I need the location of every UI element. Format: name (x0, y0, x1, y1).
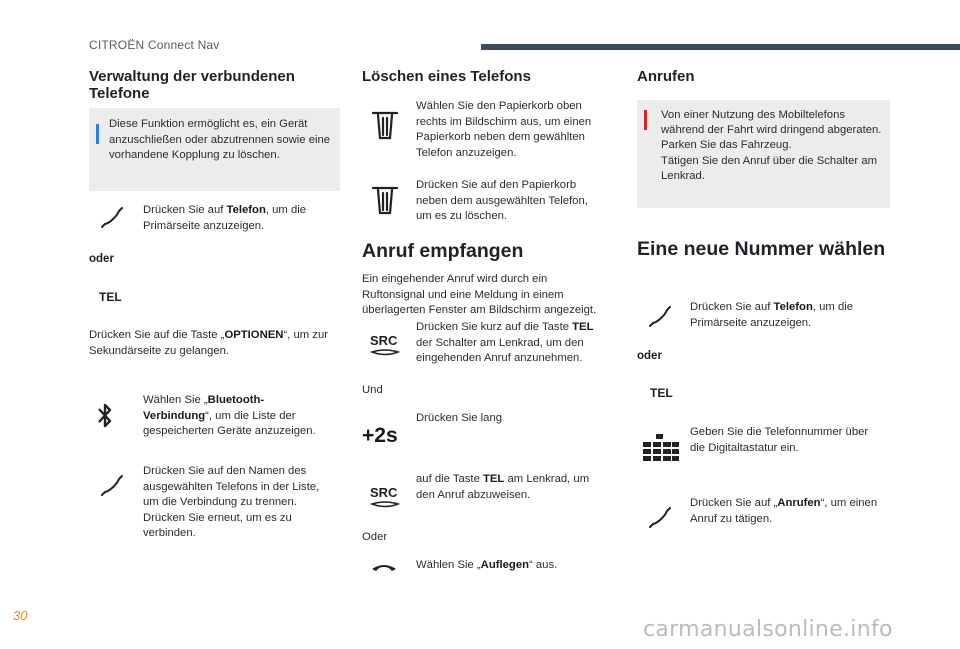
oder-label: oder (89, 253, 114, 265)
col3-step2: Geben Sie die Telefonnummer über die Digitaltastatur ein. (690, 426, 869, 454)
col2-step1: Wählen Sie den Papierkorb oben rechts im Bildschirm aus, um einen Papierkorb neben dem gewählten Telefon anzuzeigen. (416, 100, 592, 159)
section-title-loeschen: Löschen eines Telefons (362, 68, 531, 85)
col1-step3: Drücken Sie auf den Namen des ausgewählten Telefons in der Liste, um die Verbindung zu trennen. Drücken Sie erneut, um es zu verbinden. (143, 465, 320, 539)
phone-handset-icon-3 (647, 304, 673, 330)
section-title-anrufen: Anrufen (637, 68, 695, 85)
col2-step6: Wählen Sie „Auflegen“ aus. (416, 559, 558, 571)
phone-handset-icon-2 (99, 473, 125, 499)
page-number: 30 (13, 608, 28, 623)
oder-label-3: oder (637, 350, 662, 362)
watermark: carmanualsonline.info (643, 617, 893, 642)
und-label: Und (362, 384, 383, 396)
oder-label-2: Oder (362, 531, 388, 543)
section-title-verwaltung: Verwaltung der verbundenen Telefone (89, 68, 295, 102)
warning-marker-icon (644, 110, 647, 130)
trash-icon (371, 110, 399, 142)
phone-handset-icon (99, 205, 125, 231)
col1-step1: Drücken Sie auf Telefon, um die Primärseite anzuzeigen. (143, 204, 307, 232)
steering-switch-icon-2 (370, 500, 400, 510)
keypad-icon (642, 433, 680, 463)
bluetooth-icon (96, 400, 114, 432)
warning-note-text: Von einer Nutzung des Mobiltelefons während der Fahrt wird dringend abgeraten. Parken Sie das Fahrzeug. Tätigen Sie den Anruf über die Schalter am Lenkrad. (661, 109, 882, 182)
section-title-anruf-empfangen: Anruf empfangen (362, 240, 524, 262)
header-bar (481, 44, 960, 50)
plus-2s-icon: +2s (362, 424, 398, 447)
tel-button-label-2: TEL (650, 386, 673, 400)
section-title-neue-nummer: Eine neue Nummer wählen (637, 238, 886, 260)
trash-icon-2 (371, 185, 399, 217)
col2-step2: Drücken Sie auf den Papierkorb neben dem ausgewählten Telefon, um es zu löschen. (416, 179, 588, 222)
steering-switch-icon (370, 348, 400, 358)
info-marker-icon (96, 124, 99, 144)
hang-up-icon (370, 560, 398, 574)
col2-intro: Ein eingehender Anruf wird durch ein Ruftonsignal und eine Meldung in einem überlagerten Fenster am Bildschirm angezeigt. (362, 273, 597, 316)
col3-step3: Drücken Sie auf „Anrufen“, um einen Anruf zu tätigen. (690, 497, 878, 525)
src-button-label-2: SRC (370, 485, 398, 500)
col2-step3: Drücken Sie kurz auf die Taste TEL der Schalter am Lenkrad, um den eingehenden Anruf anzunehmen. (416, 321, 594, 364)
warning-note (637, 100, 890, 208)
running-header: CITROËN Connect Nav (89, 38, 220, 52)
col1-step2: Wählen Sie „Bluetooth-Verbindung“, um die Liste der gespeicherten Geräte anzuzeigen. (143, 394, 316, 437)
info-note-text: Diese Funktion ermöglicht es, ein Gerät anzuschließen oder abzutrennen sowie eine vorhandene Kopplung zu löschen. (109, 118, 331, 161)
phone-handset-icon-4 (647, 505, 673, 531)
col1-paragraph: Drücken Sie auf die Taste „OPTIONEN“, um zur Sekundärseite zu gelangen. (89, 329, 329, 357)
col3-step1: Drücken Sie auf Telefon, um die Primärseite anzuzeigen. (690, 301, 854, 329)
col2-step4: Drücken Sie lang (416, 412, 503, 424)
col2-step5: auf die Taste TEL am Lenkrad, um den Anruf abzuweisen. (416, 473, 590, 501)
tel-button-label: TEL (99, 290, 122, 304)
src-button-label: SRC (370, 333, 398, 348)
info-note (89, 108, 340, 191)
